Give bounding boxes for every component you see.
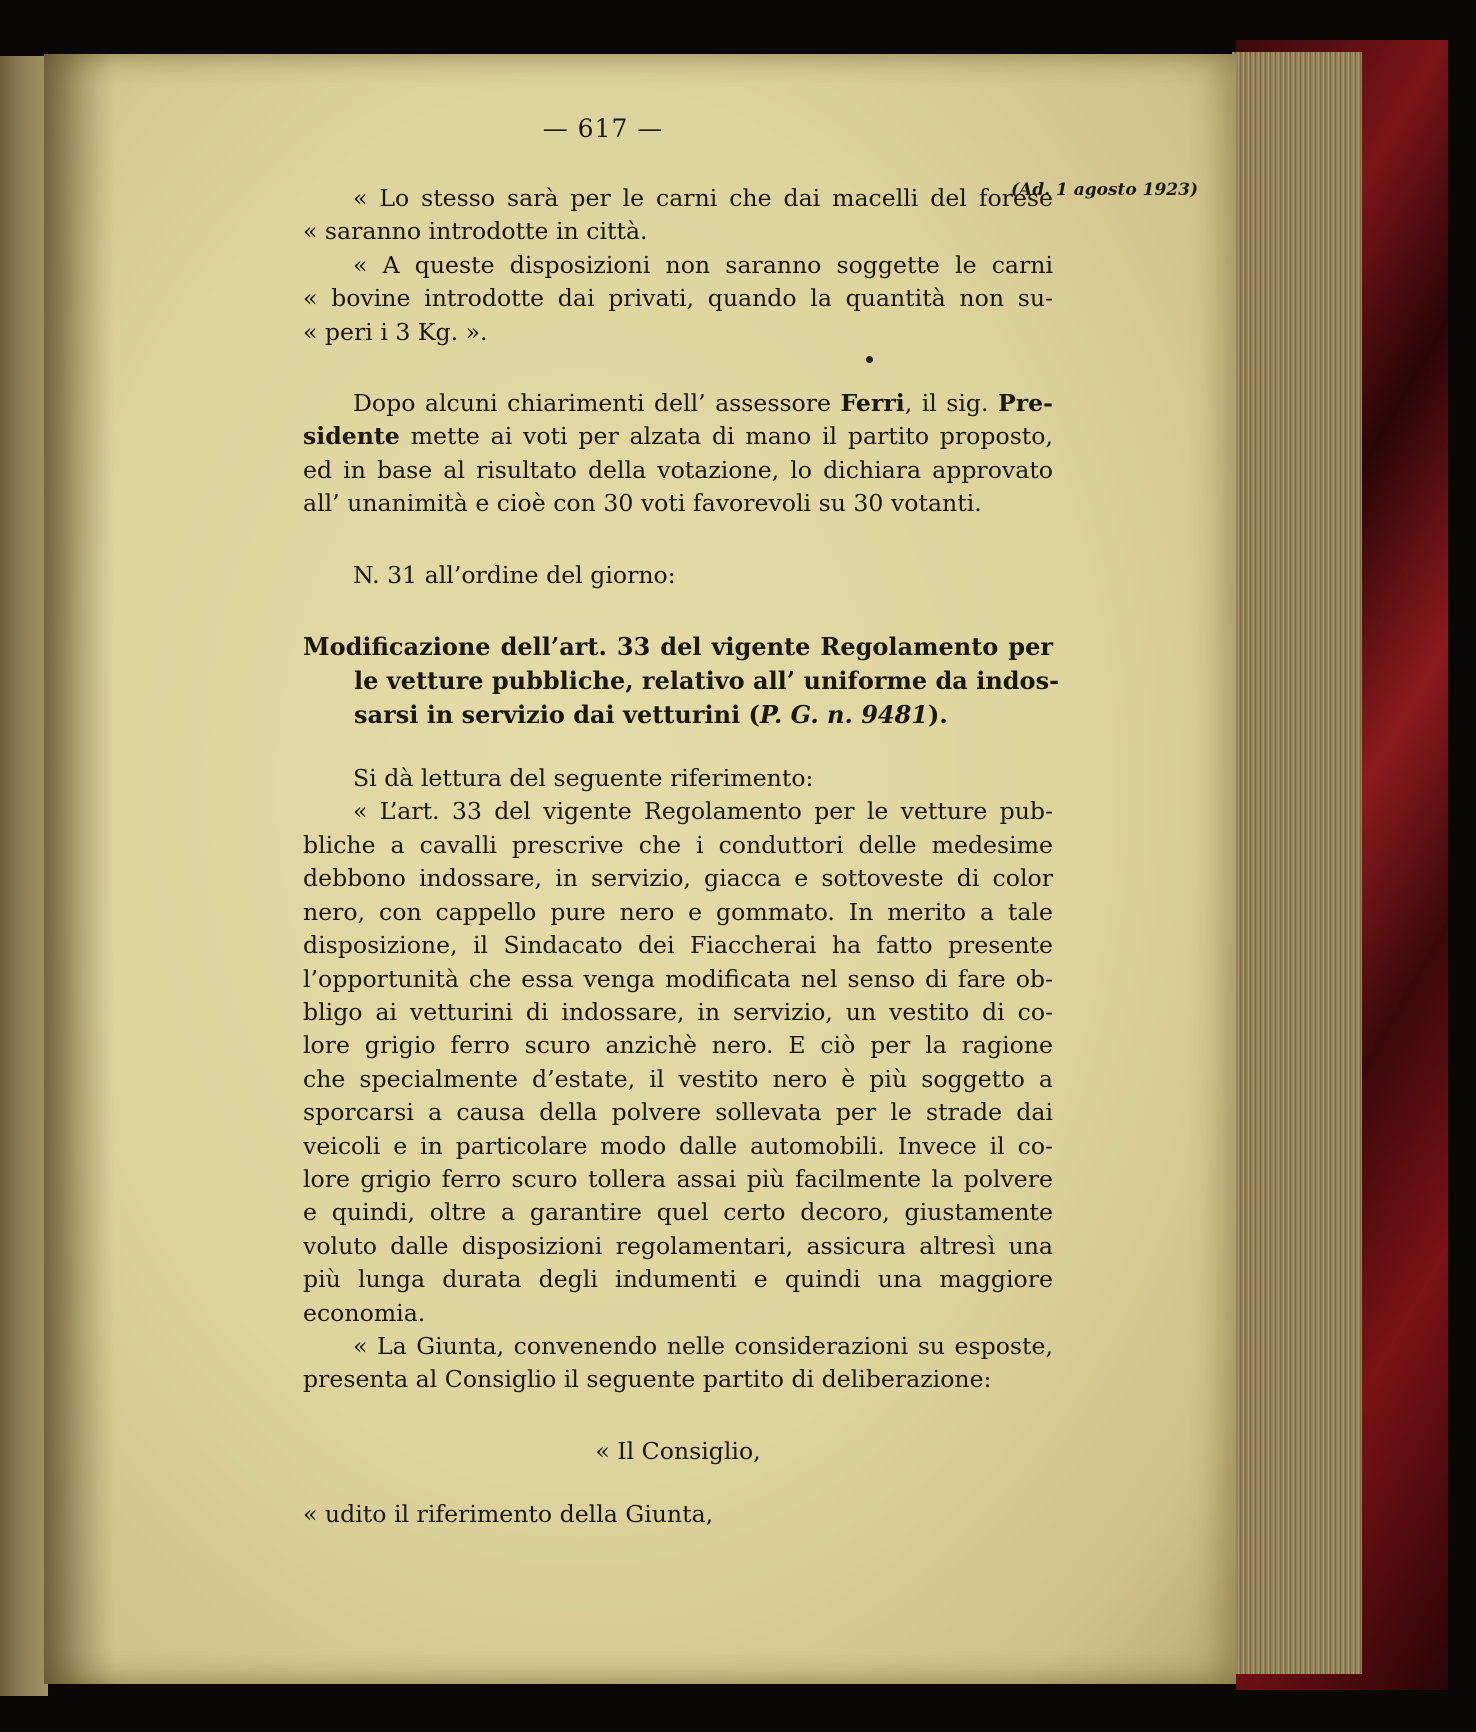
text-line: sporcarsi a causa della polvere sollevata per le strade dai [303,1098,1053,1127]
reading-line: Si dà lettura del seguente riferimento: [353,764,814,793]
text-line: che specialmente d’estate, il vestito nero è più soggetto a [303,1064,1053,1093]
text-line: « bovine introdotte dai privati, quando la quantità non su- [303,284,1053,313]
text-line: bligo ai vetturini di indossare, in servizio, un vestito di co- [303,997,1053,1026]
spacer [303,732,1053,762]
page-stack-edges [1232,52,1362,1674]
spacer [303,1397,1053,1435]
text-line: bliche a cavalli prescrive che i conduttori delle medesime [303,830,1053,859]
quote-block-3 [303,795,1053,1330]
page-text [303,182,1060,1532]
text-line: veicoli e in particolare modo dalle automobili. Invece il co- [303,1131,1053,1160]
spacer [303,521,1053,559]
text-line: « A queste disposizioni non saranno soggette le carni [353,250,1053,279]
text-line: « saranno introdotte in città. [303,217,648,246]
text-line: voluto dalle disposizioni regolamentari, assicura altresì una [303,1231,1053,1260]
consiglio-line: « Il Consiglio, [595,1436,761,1465]
paragraph-vote [303,387,1053,521]
spacer [303,1468,1053,1498]
heading-text: ). [927,700,948,730]
heading-text: sarsi in servizio dai vetturini ( [354,700,760,730]
heading-line [303,698,1053,732]
margin-note-date: (Ad. 1 agosto 1923) [1011,180,1198,200]
para-text: mette ai voti per alzata di mano il partito proposto, ed in base al risultato della votazione, lo dichiara approvato all’ unanimità e cioè con 30 voti favorevoli su 30 votanti. [303,422,1053,518]
para-text: Dopo alcuni chiarimenti dell’ assessore [353,389,841,418]
heading-line: Modificazione dell’art. 33 del vigente Regolamento per [303,632,1053,662]
text-line: nero, con cappello pure nero e gommato. In merito a tale [303,897,1053,926]
order-of-day: N. 31 all’ordine del giorno: [353,560,676,589]
text-line: l’opportunità che essa venga modificata nel senso di fare ob- [303,964,1053,993]
text-line: lore grigio ferro scuro anzichè nero. E ciò per la ragione [303,1031,1053,1060]
gutter-shadow [44,54,114,1684]
left-page-edge [0,56,48,1696]
section-heading [303,630,1060,732]
udito-line: « udito il riferimento della Giunta, [303,1500,714,1529]
quote-block-2 [303,249,1053,349]
book-page [44,54,1236,1684]
text-line: disposizione, il Sindacato dei Fiaccherai ha fatto presente [303,931,1053,960]
text-line: presenta al Consiglio il seguente partito di deliberazione: [303,1365,992,1394]
para-text: , il sig. [904,389,998,418]
text-line: debbono indossare, in servizio, giacca e sottoveste di color [303,864,1053,893]
text-line: più lunga durata degli indumenti e quindi una maggiore [303,1265,1053,1294]
text-line: « La Giunta, convenendo nelle considerazioni su esposte, [353,1331,1053,1360]
ink-speck [866,356,873,363]
text-line: « peri i 3 Kg. ». [303,317,488,346]
quote-block-1 [303,182,1053,249]
text-line: economia. [303,1298,426,1327]
heading-line: le vetture pubbliche, relativo all’ uniforme da indos- [354,666,1060,696]
spacer [303,592,1053,630]
name-ferri: Ferri [840,389,905,418]
spacer [303,349,1053,387]
text-line: « L’art. 33 del vigente Regolamento per le vetture pub- [353,797,1053,826]
page-number: — 617 — [542,114,664,143]
heading-ref: P. G. n. 9481 [759,700,928,730]
text-line: lore grigio ferro scuro tollera assai più facilmente la polvere [303,1164,1053,1193]
quote-block-4 [303,1330,1053,1397]
name-presidente: Pre-sidente [303,389,1053,451]
text-line: « Lo stesso sarà per le carni che dai macelli del forese [353,184,1053,212]
text-line: e quindi, oltre a garantire quel certo decoro, giustamente [303,1198,1053,1227]
